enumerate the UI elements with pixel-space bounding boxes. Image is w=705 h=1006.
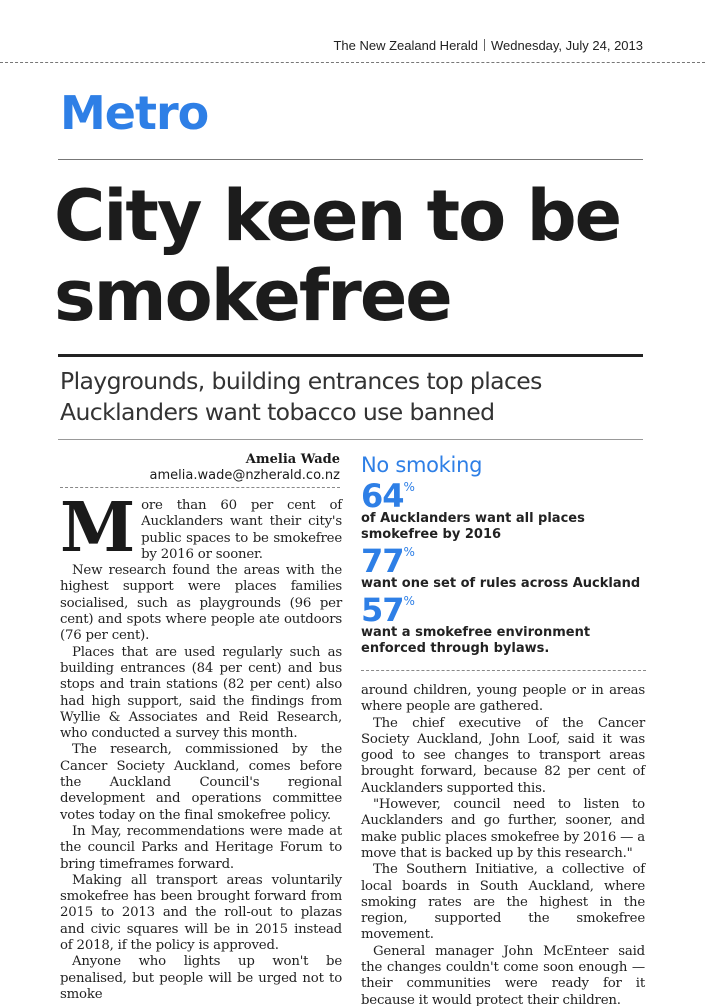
article-paragraph: New research found the areas with the highest support were places families socialised, such as playgrounds (96 per cent) and spots where people ate outdoors (76 per cent). (60, 563, 342, 644)
standfirst-rule (58, 439, 643, 440)
fact-stat-description: want a smokefree environment enforced through bylaws. (361, 625, 591, 656)
article-paragraph: More than 60 per cent of Aucklanders want their city's public spaces to be smokefree by 2016 or sooner. (60, 488, 342, 568)
article-paragraph: Places that are used regularly such as building entrances (84 per cent) and bus stops and train stations (82 per cent) also had high support, said the findings from Wyllie & Associates and Reid Research, who conducted a survey this month. (60, 644, 342, 742)
fact-stat-description: want one set of rules across Auckland (361, 576, 641, 591)
fact-stat-value: 64 (361, 477, 404, 515)
drop-cap: M (60, 488, 136, 568)
article-paragraph: around children, young people or in areas where people are gathered. (361, 683, 645, 715)
masthead-paper-name: The New Zealand Herald (333, 38, 478, 53)
fact-stat (361, 477, 651, 543)
article-column-left (60, 488, 342, 1003)
article-paragraph: The research, commissioned by the Cancer Society Auckland, comes before the Auckland Council's regional development and operations committee votes today on the final smokefree policy. (60, 742, 342, 823)
article-paragraph: "However, council need to listen to Aucklanders and go further, sooner, and make public places smokefree by 2016 — a move that is backed up by this research." (361, 797, 645, 861)
section-title: Metro (60, 86, 209, 140)
masthead-separator (484, 39, 485, 51)
masthead (333, 38, 643, 53)
fact-box (361, 452, 651, 657)
article-paragraph: In May, recommendations were made at the council Parks and Heritage Forum to bring timeframes forward. (60, 823, 342, 872)
fact-stat-value: 77 (361, 542, 404, 580)
headline-rule (58, 354, 643, 357)
article-paragraph: Making all transport areas voluntarily smokefree has been brought forward from 2015 to 2013 and the roll-out to plazas and civic squares will be in 2015 instead of 2018, if the policy is approved. (60, 872, 342, 954)
article-column-right (361, 683, 645, 1006)
article-paragraph: The Southern Initiative, a collective of local boards in South Auckland, where smoking rates are the highest in the region, supported the smokefree movement. (361, 862, 645, 943)
fact-stat (361, 542, 651, 592)
standfirst: Playgrounds, building entrances top places Aucklanders want tobacco use banned (60, 367, 542, 426)
headline: City keen to be smokefree (54, 175, 621, 337)
article-paragraph: General manager John McEnteer said the changes couldn't come soon enough — their communities were ready for it because it would protect their children. (361, 943, 645, 1006)
fact-stat (361, 591, 651, 657)
masthead-date: Wednesday, July 24, 2013 (490, 38, 643, 53)
byline-email[interactable]: amelia.wade@nzherald.co.nz (149, 468, 340, 483)
fact-stat-unit: % (403, 594, 415, 608)
byline-author: Amelia Wade (245, 452, 340, 467)
fact-stat-value: 57 (361, 591, 404, 629)
fact-stat-description: of Aucklanders want all places smokefree by 2016 (361, 511, 585, 542)
section-rule (58, 159, 643, 160)
top-rule (0, 62, 705, 63)
fact-box-rule (361, 670, 646, 671)
article-paragraph: Anyone who lights up won't be penalised, but people will be urged not to smoke (60, 954, 342, 1002)
fact-box-title: No smoking (361, 453, 483, 477)
fact-stat-unit: % (403, 545, 415, 559)
article-paragraph: The chief executive of the Cancer Society Auckland, John Loof, said it was good to see changes to transport areas brought forward, because 82 per cent of Aucklanders supported this. (361, 715, 645, 796)
fact-stat-unit: % (403, 480, 415, 494)
